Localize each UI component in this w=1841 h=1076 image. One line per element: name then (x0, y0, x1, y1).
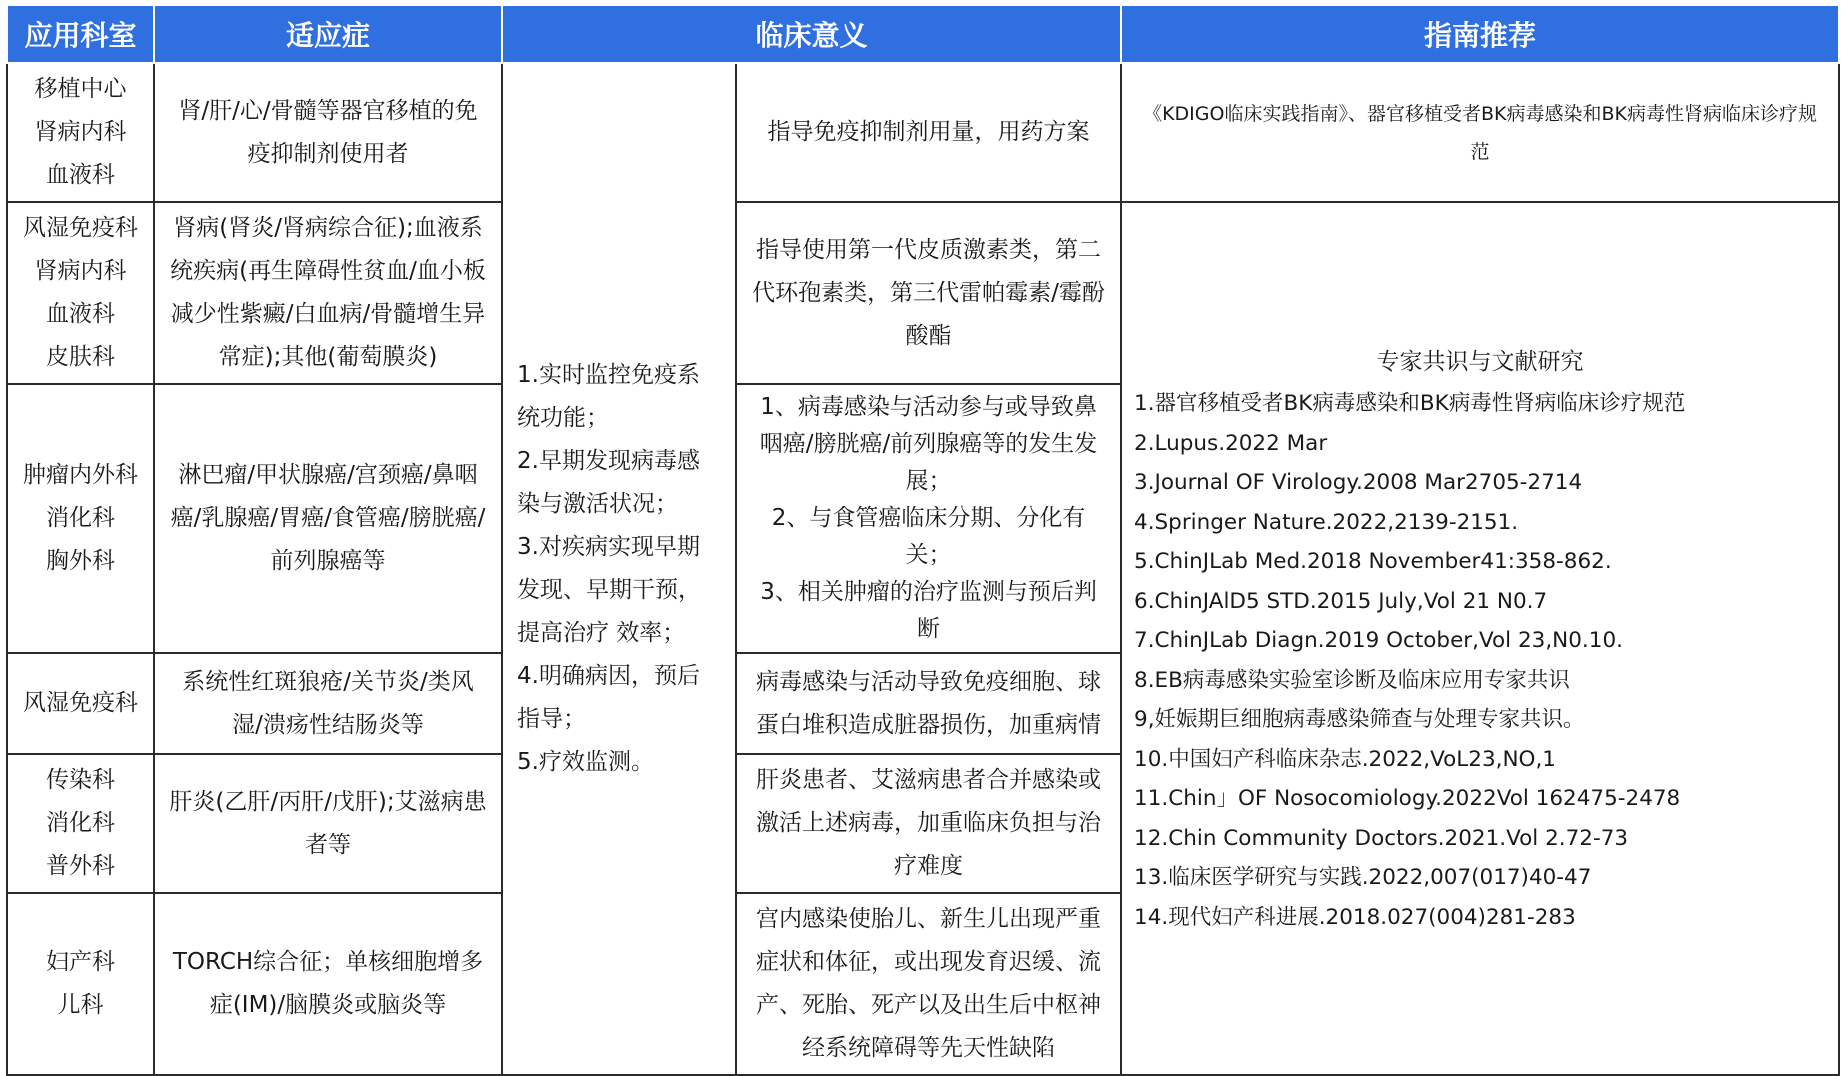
significance-cell: 宫内感染使胎儿、新生儿出现严重症状和体征，或出现发育迟缓、流产、死胎、死产以及出生后中枢神经系统障碍等先天性缺陷 (736, 893, 1121, 1075)
department-name: 儿科 (57, 992, 104, 1018)
department-name: 妇产科 (46, 949, 115, 975)
guideline-item: 1.器官移植受者BK病毒感染和BK病毒性肾病临床诊疗规范 (1134, 391, 1686, 416)
department-name: 肿瘤内外科 (23, 462, 138, 488)
guideline-item: 6.ChinJAlD5 STD.2015 July,Vol 21 N0.7 (1134, 588, 1548, 614)
significance-cell: 肝炎患者、艾滋病患者合并感染或激活上述病毒，加重临床负担与治疗难度 (736, 754, 1121, 893)
department-cell (7, 63, 154, 202)
significance-line: 2、与食管癌临床分期、分化有关； (771, 505, 1086, 568)
department-name: 肾病内科 (34, 258, 127, 284)
guideline-item: 11.Chin」OF Nosocomiology.2022Vol 162475-2478 (1134, 786, 1681, 811)
indication-cell: 肾/肝/心/骨髓等器官移植的免疫抑制剂使用者 (154, 63, 502, 202)
table-row (7, 202, 1839, 384)
clinical-point: 1.实时监控免疫系统功能； (517, 362, 700, 431)
guideline-item: 8.EB病毒感染实验室诊断及临床应用专家共识 (1134, 667, 1570, 693)
department-name: 血液科 (46, 162, 115, 188)
indication-cell: TORCH综合征；单核细胞增多症(IM)/脑膜炎或脑炎等 (154, 893, 502, 1075)
department-cell (7, 893, 154, 1075)
department-cell (7, 754, 154, 893)
guideline-item: 4.Springer Nature.2022,2139-2151. (1134, 509, 1519, 535)
guideline-item: 5.ChinJLab Med.2018 November41:358-862. (1134, 549, 1612, 574)
clinical-point: 5.疗效监测。 (517, 749, 654, 775)
department-name: 胸外科 (46, 548, 115, 574)
clinical-significance-summary (502, 63, 736, 1075)
indication-cell: 肝炎(乙肝/丙肝/戊肝);艾滋病患者等 (154, 754, 502, 893)
table-row (7, 63, 1839, 202)
header-indication: 适应症 (154, 5, 502, 63)
department-cell (7, 653, 154, 754)
department-name: 普外科 (46, 853, 115, 879)
guideline-item: 3.Journal OF Virology.2008 Mar2705-2714 (1134, 470, 1583, 495)
guideline-item: 13.临床医学研究与实践.2022,007(017)40-47 (1134, 865, 1592, 890)
significance-line: 1、病毒感染与活动参与或导致鼻咽癌/膀胱癌/前列腺癌等的发生发展； (759, 394, 1098, 494)
significance-cell: 指导使用第一代皮质激素类，第二代环孢素类，第三代雷帕霉素/霉酚酸酯 (736, 202, 1121, 384)
clinical-point: 4.明确病因，预后指导； (517, 663, 700, 732)
significance-cell: 指导免疫抑制剂用量，用药方案 (736, 63, 1121, 202)
significance-cell (736, 384, 1121, 653)
department-name: 消化科 (46, 810, 115, 836)
department-name: 移植中心 (34, 76, 127, 102)
significance-line: 3、相关肿瘤的治疗监测与预后判断 (760, 579, 1097, 642)
guideline-item: 7.ChinJLab Diagn.2019 October,Vol 23,N0.10. (1134, 628, 1623, 653)
header-row (7, 5, 1839, 63)
department-cell (7, 384, 154, 653)
guideline-list-title: 专家共识与文献研究 (1376, 349, 1584, 375)
guideline-list-cell (1121, 202, 1839, 1075)
significance-cell: 病毒感染与活动导致免疫细胞、球蛋白堆积造成脏器损伤，加重病情 (736, 653, 1121, 754)
indication-cell: 淋巴瘤/甲状腺癌/宫颈癌/鼻咽癌/乳腺癌/胃癌/食管癌/膀胱癌/前列腺癌等 (154, 384, 502, 653)
clinical-point: 2.早期发现病毒感染与激活状况； (517, 448, 700, 517)
department-name: 皮肤科 (46, 344, 115, 370)
guideline-item: 9,妊娠期巨细胞病毒感染筛查与处理专家共识。 (1134, 707, 1585, 732)
indication-cell: 系统性红斑狼疮/关节炎/类风湿/溃疡性结肠炎等 (154, 653, 502, 754)
indication-cell: 肾病(肾炎/肾病综合征);血液系统疾病(再生障碍性贫血/血小板减少性紫癜/白血病/骨髓增生异常症);其他(葡萄膜炎) (154, 202, 502, 384)
department-cell (7, 202, 154, 384)
guideline-item: 12.Chin Community Doctors.2021.Vol 2.72-73 (1134, 825, 1629, 851)
department-name: 风湿免疫科 (23, 215, 138, 241)
guideline-cell: 《KDIGO临床实践指南》、器官移植受者BK病毒感染和BK病毒性肾病临床诊疗规范 (1121, 63, 1839, 202)
recommendation-table (6, 4, 1840, 1076)
header-guideline: 指南推荐 (1121, 5, 1839, 63)
guideline-item: 10.中国妇产科临床杂志.2022,VoL23,NO,1 (1134, 746, 1556, 772)
header-clinical-significance: 临床意义 (502, 5, 1121, 63)
department-name: 风湿免疫科 (23, 690, 138, 716)
department-name: 消化科 (46, 505, 115, 531)
guideline-item: 2.Lupus.2022 Mar (1134, 430, 1328, 456)
guideline-item: 14.现代妇产科进展.2018.027(004)281-283 (1134, 904, 1576, 930)
clinical-point: 3.对疾病实现早期发现、早期干预，提高治疗 效率； (517, 534, 701, 646)
department-name: 肾病内科 (34, 119, 127, 145)
header-department: 应用科室 (7, 5, 154, 63)
department-name: 传染科 (46, 767, 115, 793)
department-name: 血液科 (46, 301, 115, 327)
